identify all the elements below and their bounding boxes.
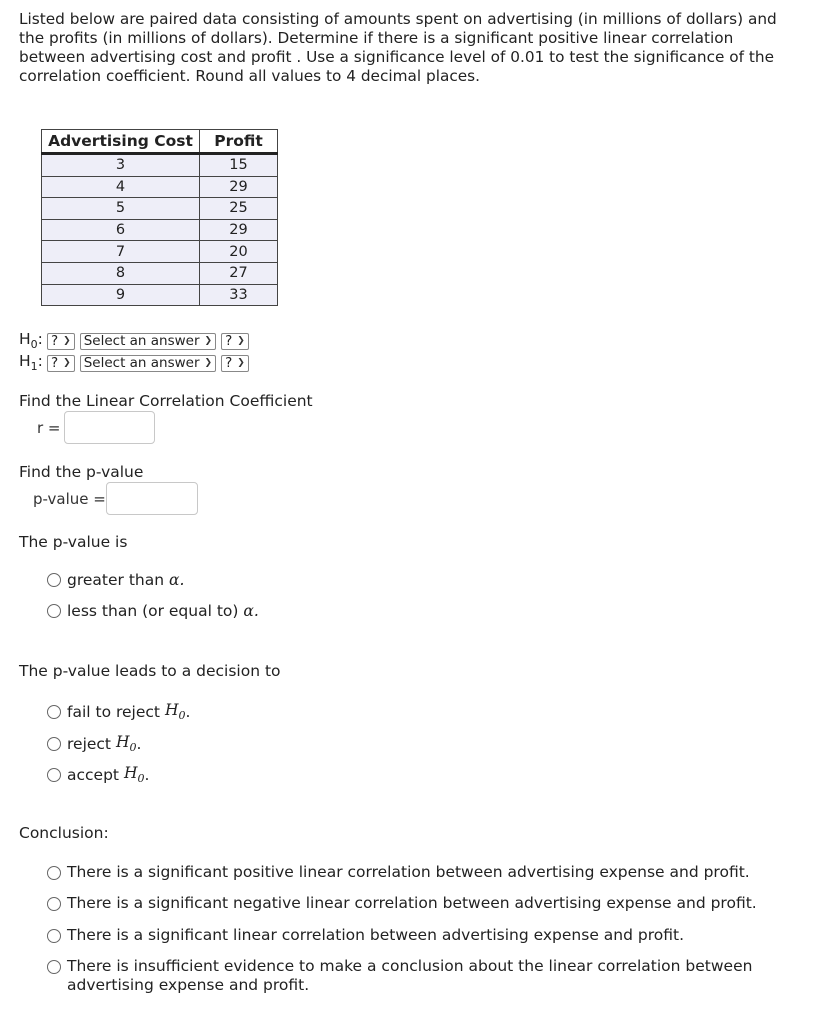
chevron-down-icon: ❯ (63, 336, 71, 346)
radio-button[interactable] (47, 768, 61, 782)
radio-button[interactable] (47, 573, 61, 587)
table-row (42, 241, 278, 263)
conclusion-heading: Conclusion: (19, 824, 109, 842)
option-less-than-alpha[interactable] (47, 602, 259, 620)
option-label: fail to reject (67, 702, 160, 721)
chevron-down-icon: ❯ (237, 336, 245, 346)
column-header-profit: Profit (200, 130, 278, 154)
cell-advertising-cost: 5 (42, 198, 200, 220)
column-header-advertising-cost: Advertising Cost (42, 130, 200, 154)
option-label: accept (67, 765, 119, 784)
table-row (42, 262, 278, 284)
null-hypothesis-row (19, 331, 254, 351)
option-reject[interactable]: reject $H_0$ . (47, 733, 141, 754)
conclusion-option-insufficient[interactable] (47, 957, 807, 995)
cell-profit: 27 (200, 262, 278, 284)
cell-profit: 15 (200, 154, 278, 177)
cell-advertising-cost: 3 (42, 154, 200, 177)
radio-button[interactable] (47, 604, 61, 618)
option-accept[interactable]: accept $H_0$ . (47, 764, 149, 785)
h0-label: $H_0$: (19, 330, 43, 352)
alpha-symbol: α. (168, 571, 185, 589)
chevron-down-icon: ❯ (237, 358, 245, 368)
chevron-down-icon: ❯ (204, 336, 213, 346)
cell-advertising-cost: 4 (42, 176, 200, 198)
chevron-down-icon: ❯ (204, 358, 213, 368)
radio-button[interactable] (47, 705, 61, 719)
option-label: reject (67, 734, 112, 753)
h0-symbol: $H_0$ (115, 733, 137, 755)
option-label: There is insufficient evidence to make a conclusion about the linear correlation between advertising expense and profit. (67, 957, 753, 994)
h1-relation-select[interactable]: Select an answer ❯ (80, 355, 216, 372)
r-label: r = (37, 419, 61, 437)
h1-value-select[interactable]: ? ❯ (221, 355, 249, 372)
h0-relation-select[interactable]: Select an answer ❯ (80, 333, 216, 350)
option-label: There is a significant negative linear correlation between advertising expense and profit. (67, 894, 757, 912)
option-label: less than (or equal to) (67, 602, 239, 620)
cell-profit: 25 (200, 198, 278, 220)
h0-parameter-select[interactable]: ? ❯ (47, 333, 75, 350)
alternative-hypothesis-row (19, 353, 254, 373)
pvalue-label: p-value = (33, 490, 106, 508)
pvalue-heading: Find the p-value (19, 463, 144, 481)
h0-value-select[interactable]: ? ❯ (221, 333, 249, 350)
h0-symbol: $H_0$ (123, 764, 145, 786)
correlation-coefficient-input[interactable] (64, 411, 155, 444)
table-row (42, 154, 278, 177)
correlation-heading: Find the Linear Correlation Coefficient (19, 392, 313, 410)
option-label: greater than (67, 571, 165, 589)
data-table (41, 129, 278, 306)
h1-parameter-select[interactable]: ? ❯ (47, 355, 75, 372)
table-header-row (42, 130, 278, 154)
table-row (42, 198, 278, 220)
h1-label: $H_1$: (19, 352, 43, 374)
radio-button[interactable] (47, 737, 61, 751)
pvalue-input[interactable] (106, 482, 198, 515)
radio-button[interactable] (47, 960, 61, 974)
conclusion-option-negative[interactable] (47, 894, 807, 913)
cell-advertising-cost: 9 (42, 284, 200, 306)
cell-advertising-cost: 8 (42, 262, 200, 284)
chevron-down-icon: ❯ (63, 358, 71, 368)
alpha-symbol: α. (243, 602, 259, 620)
radio-button[interactable] (47, 866, 61, 880)
option-label: There is a significant linear correlation between advertising expense and profit. (67, 926, 684, 944)
problem-statement: Listed below are paired data consisting of amounts spent on advertising (in millions of dollars) and the profits (in millions of dollars). Determine if there is a significant positive linear correlation between advertising cost and profit . Use a significance level of 0.01 to test the significance of the correlation coefficient. Round all values to 4 decimal places. (19, 10, 777, 85)
option-greater-than-alpha[interactable] (47, 571, 184, 589)
cell-advertising-cost: 6 (42, 219, 200, 241)
cell-profit: 29 (200, 176, 278, 198)
option-fail-to-reject[interactable]: fail to reject $H_0$ . (47, 701, 190, 722)
h0-symbol: $H_0$ (164, 701, 186, 723)
pvalue-compare-heading: The p-value is (19, 533, 128, 551)
option-label: There is a significant positive linear correlation between advertising expense and profit. (67, 863, 750, 881)
table-row (42, 219, 278, 241)
radio-button[interactable] (47, 897, 61, 911)
decision-heading: The p-value leads to a decision to (19, 662, 281, 680)
table-row (42, 284, 278, 306)
cell-advertising-cost: 7 (42, 241, 200, 263)
cell-profit: 20 (200, 241, 278, 263)
conclusion-option-significant[interactable] (47, 926, 807, 945)
table-row (42, 176, 278, 198)
radio-button[interactable] (47, 929, 61, 943)
conclusion-option-positive[interactable] (47, 863, 807, 882)
cell-profit: 33 (200, 284, 278, 306)
cell-profit: 29 (200, 219, 278, 241)
